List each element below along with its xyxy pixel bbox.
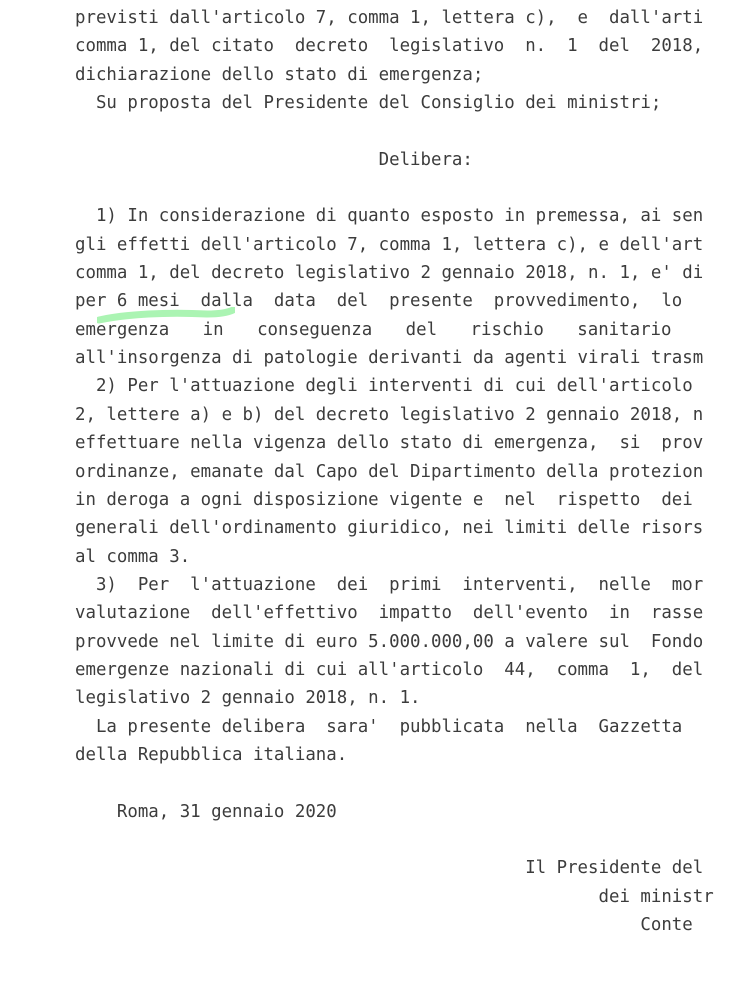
delibera-heading: Delibera: bbox=[75, 149, 473, 170]
text-line: previsti dall'articolo 7, comma 1, lettera c), e dall'arti bbox=[75, 8, 704, 28]
text-line: provvede nel limite di euro 5.000.000,00 a valere sul Fondo bbox=[75, 631, 704, 652]
signature-line: dei ministr bbox=[75, 886, 714, 907]
word: sanitario bbox=[577, 319, 672, 340]
signature-name: Conte bbox=[75, 915, 693, 935]
text-line: legislativo 2 gennaio 2018, n. 1. bbox=[75, 688, 421, 709]
text-line: 1) In considerazione di quanto esposto in premessa, ai sen bbox=[75, 206, 704, 227]
word: in bbox=[202, 319, 224, 340]
word: rischio bbox=[470, 319, 544, 340]
signature-line: Il Presidente del bbox=[75, 858, 704, 879]
text-line: gli effetti dell'articolo 7, comma 1, lettera c), e dell'art bbox=[75, 234, 704, 255]
text-line: ordinanze, emanate dal Capo del Dipartimento della protezion bbox=[75, 461, 704, 482]
blank-line bbox=[75, 174, 715, 202]
word: conseguenza bbox=[257, 319, 373, 340]
text-line: Su proposta del Presidente del Consiglio dei ministri; bbox=[75, 93, 662, 114]
text-line: La presente delibera sara' pubblicata nella Gazzetta bbox=[75, 716, 683, 737]
text-line: dichiarazione dello stato di emergenza; bbox=[75, 64, 484, 85]
text-line: della Repubblica italiana. bbox=[75, 744, 348, 765]
date-line: Roma, 31 gennaio 2020 bbox=[75, 801, 337, 822]
highlighter-stroke bbox=[97, 307, 235, 325]
document-body bbox=[75, 4, 715, 939]
text-line: al comma 3. bbox=[75, 546, 191, 567]
blank-line bbox=[75, 826, 715, 854]
text-line: emergenze nazionali di cui all'articolo 44, comma 1, del bbox=[75, 659, 704, 680]
text-line: 3) Per l'attuazione dei primi interventi, nelle mor bbox=[75, 574, 704, 595]
text-line: 2) Per l'attuazione degli interventi di cui dell'articolo bbox=[75, 376, 693, 397]
word: del bbox=[405, 319, 438, 340]
word: emergenza bbox=[75, 319, 170, 340]
text-line: in deroga a ogni disposizione vigente e nel rispetto dei bbox=[75, 489, 693, 510]
text-line: 2, lettere a) e b) del decreto legislativo 2 gennaio 2018, n bbox=[75, 404, 704, 425]
text-line: all'insorgenza di patologie derivanti da agenti virali trasm bbox=[75, 348, 704, 369]
text-line: effettuare nella vigenza dello stato di emergenza, si prov bbox=[75, 433, 704, 454]
blank-line bbox=[75, 117, 715, 145]
text-line: valutazione dell'effettivo impatto dell'evento in rasse bbox=[75, 603, 704, 624]
blank-line bbox=[75, 769, 715, 797]
text-line: per 6 mesi dalla data del presente provvedimento, lo bbox=[75, 291, 683, 312]
text-line: comma 1, del citato decreto legislativo n. 1 del 2018, bbox=[75, 36, 704, 57]
text-line: generali dell'ordinamento giuridico, nei limiti delle risors bbox=[75, 518, 704, 539]
text-line: comma 1, del decreto legislativo 2 gennaio 2018, n. 1, e' di bbox=[75, 263, 704, 284]
